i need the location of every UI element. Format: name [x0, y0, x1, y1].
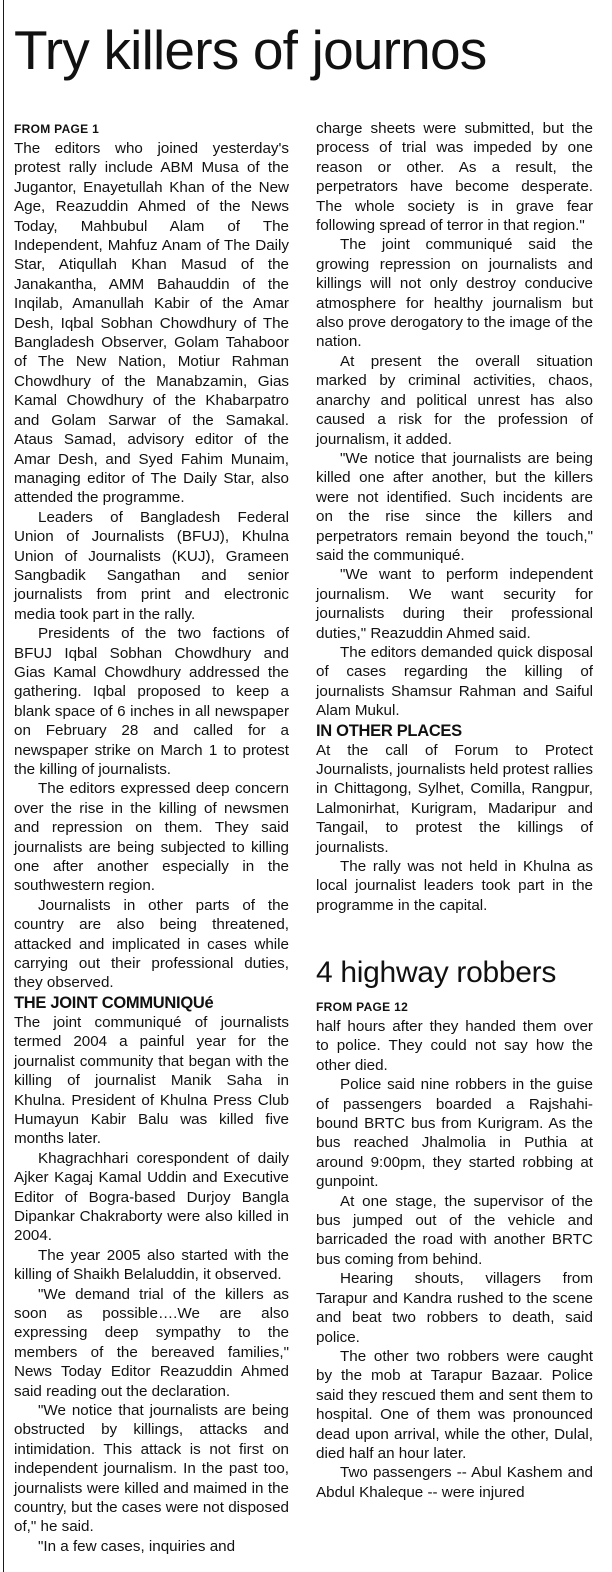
paragraph: At one stage, the supervisor of the bus jumped out of the vehicle and barricaded the road with another BRTC bus coming from behind.	[316, 1192, 593, 1268]
paragraph: Two passengers -- Abul Kashem and Abdul Khaleque -- were injured	[316, 1464, 593, 1501]
paragraph: The year 2005 also started with the killing of Shaikh Belaluddin, it observed.	[14, 1246, 289, 1284]
paragraph: "We demand trial of the killers as soon as possible….We are also expressing deep sympathy to the members of the bereaved families," News Today Editor Reazuddin Ahmed said reading out the declaration.	[14, 1285, 289, 1400]
paragraph: "In a few cases, inquiries and	[38, 1537, 236, 1555]
jump-line: FROM PAGE 1	[14, 122, 100, 136]
paragraph: The joint communiqué said the growing repression on journalists and killings will not only destroy conducive atmosphere for healthy journalism but also prove derogatory to the image of the nation.	[316, 236, 593, 351]
jump-line: FROM PAGE 12	[316, 1000, 409, 1014]
subhead-joint-communique: THE JOINT COMMUNIQUé	[14, 993, 214, 1012]
paragraph: Leaders of Bangladesh Federal Union of Journalists (BFUJ), Khulna Union of Journalists (KUJ), Grameen Sangbadik Sangathan and senior journalists from print and electronic media took part in the rally.	[14, 508, 289, 623]
subhead-other-places: IN OTHER PLACES	[316, 721, 462, 740]
paragraph: "We notice that journalists are being obstructed by killings, attacks and intimidation. This attack is not first on independent journalism. In the past too, journalists were killed and maimed in the country, but the cases were not disposed of," he said.	[14, 1402, 289, 1536]
paragraph: charge sheets were submitted, but the process of trial was impeded by one reason or other. As a result, the perpetrators have become desperate. The whole society is in grave fear following spread of terror in that region."	[316, 120, 593, 235]
paragraph: The editors demanded quick disposal of cases regarding the killing of journalists Shamsur Rahman and Saiful Alam Mukul.	[316, 643, 593, 720]
column-rule	[3, 0, 4, 1572]
article-column-robbers	[316, 997, 593, 1502]
paragraph: Hearing shouts, villagers from Tarapur and Kandra rushed to the scene and beat two robbers to death, said police.	[316, 1270, 593, 1346]
article-column-right	[316, 119, 593, 915]
paragraph: At present the overall situation marked by criminal activities, chaos, anarchy and political unrest has also caused a risk for the profession of journalism, it added.	[316, 352, 593, 448]
paragraph: half hours after they handed them over to police. They could not say how the other died.	[316, 1018, 593, 1074]
paragraph: "We want to perform independent journalism. We want security for journalists during their professional duties," Reazuddin Ahmed said.	[316, 566, 593, 642]
story-headline: 4 highway robbers	[316, 956, 557, 989]
paragraph: The other two robbers were caught by the mob at Tarapur Bazaar. Police said they rescued them and sent them to hospital. One of them was pronounced dead upon arrival, while the other, Dulal, died half an hour later.	[316, 1347, 593, 1462]
paragraph: The editors who joined yesterday's protest rally include ABM Musa of the Jugantor, Enayetullah Khan of the New Age, Reazuddin Ahmed of the News Today, Mahbubul Alam of The Independent, Mahfuz Anam of The Daily Star, Atiqullah Khan Masud of the Janakantha, AMM Bahauddin of the Inqilab, Amanullah Kabir of the Amar Desh, Iqbal Sobhan Chowdhury of The Bangladesh Observer, Golam Tahaboor of The New Nation, Motiur Rahman Chowdhury of the Manabzamin, Gias Kamal Chowdhury of the Khabarpatro and Golam Sarwar of the Samakal. Ataus Samad, advisory editor of the Amar Desh, and Syed Fahim Munaim, managing editor of The Daily Star, also attended the programme.	[14, 140, 289, 507]
page-title: Try killers of journos	[14, 19, 487, 81]
article-column-left	[14, 119, 289, 1556]
paragraph: The editors expressed deep concern over the rise in the killing of newsmen and repression on them. They said journalists are being subjected to killing one after another especially in the southwestern region.	[14, 780, 289, 895]
paragraph: The rally was not held in Khulna as local journalist leaders took part in the programme in the capital.	[316, 858, 593, 914]
paragraph: Journalists in other parts of the country are also being threatened, attacked and implicated in cases while carrying out their professional duties, they observed.	[14, 896, 289, 992]
paragraph: Police said nine robbers in the guise of passengers boarded a Rajshahi-bound BRTC bus from Kurigram. As the bus reached Jhalmolia in Puthia at around 9:00pm, they started robbing at gunpoint.	[316, 1076, 593, 1191]
paragraph: "We notice that journalists are being killed one after another, but the killers were not identified. Such incidents are on the rise since the killers and perpetrators remain beyond the touch," said the communiqué.	[316, 449, 593, 564]
paragraph: At the call of Forum to Protect Journalists, journalists held protest rallies in Chittagong, Sylhet, Comilla, Rangpur, Lalmonirhat, Kurigram, Madaripur and Tangail, to protest the killings of journalists.	[316, 741, 593, 856]
paragraph: Khagrachhari corespondent of daily Ajker Kagaj Kamal Uddin and Executive Editor of Bogra-based Durjoy Bangla Dipankar Chakraborty were also killed in 2004.	[14, 1149, 289, 1245]
paragraph: The joint communiqué of journalists termed 2004 a painful year for the journalist community that began with the killing of journalist Manik Saha in Khulna. President of Khulna Press Club Humayun Kabir Balu was killed five months later.	[14, 1013, 289, 1148]
paragraph: Presidents of the two factions of BFUJ Iqbal Sobhan Chowdhury and Gias Kamal Chowdhury addressed the gathering. Iqbal proposed to keep a blank space of 6 inches in all newspaper on February 28 and called for a newspaper strike on March 1 to protest the killing of journalists.	[14, 625, 289, 778]
